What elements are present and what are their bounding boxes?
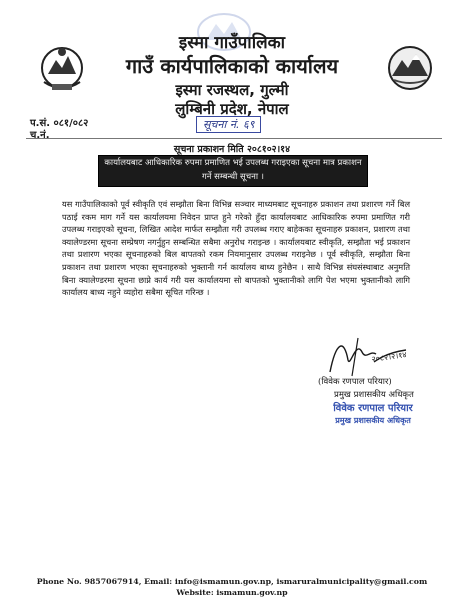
letter-number: प.सं. ०८१/०८२: [30, 118, 89, 129]
dispatch-number: च.नं.: [30, 130, 50, 141]
header-address: इस्मा रजस्थल, गुल्मी: [175, 81, 289, 99]
signatory-title: प्रमुख प्रशासकीय अधिकृत: [334, 390, 414, 400]
footer-website: Website: ismamun.gov.np: [176, 588, 288, 597]
notice-subject-text: कार्यालयबाट आधिकारिक रुपमा प्रमाणित भई उपलब्ध गराइएका सूचना मात्र प्रकाशन गर्ने सम्बन्धी सूचना ।: [104, 158, 362, 182]
svg-text:२०८२।२।१४: २०८२।२।१४: [371, 350, 408, 364]
header-divider: [26, 138, 442, 139]
notice-body: यस गाउँपालिकाको पूर्व स्वीकृति एवं सम्झौता बिना विभिन्न सञ्चार माध्यमबाट सूचनाहरु प्रकाशन तथा प्रशारण गर्ने बिल पठाई रकम माग गर्ने यस कार्यालयमा निवेदन प्राप्त हुने गरेको हुँदा कार्यालयबाट आधिकारिक रुपमा प्रमाणित गरी उपलब्ध गराइएको सूचना, लिखित आदेश मार्फत सम्झौता गरी उपलब्ध गराए बाहेकका सूचनाहरु प्रकाशन, प्रशारण तथा क्यालेण्डरमा सूचना सम्प्रेषण नगर्नुहुन सम्बन्धित सबैमा अनुरोध गराइन्छ । कार्यालयबाट स्वीकृति, सम्झौता भई प्रकाशन तथा प्रशारण भएका सूचनाहरुको बिल बापतको रकम नियमानुसार उपलब्ध गराइनेछ । पूर्व स्वीकृति, सम्झौता बिना प्रकाशन तथा प्रशारण भएका सूचनाहरुको भुक्तानी गर्न कार्यालय बाध्य हुनेछैन । साथै विभिन्न संघसंस्थाबाट अनुमति बिना क्यालेण्डरमा सूचना छाप्ने कार्य गरी यस कार्यालयमा सो बापतको भुक्तानीको लागि पेश भएमा भुक्तानीको लागि कार्यालय बाध्य नहुने व्यहोरा सबैमा सूचित गरिन्छ ।: [62, 199, 410, 298]
notice-publish-date-title: सूचना प्रकाशन मिति २०८१०२।१४: [173, 144, 291, 155]
header-office-name: गाउँ कार्यपालिकाको कार्यालय: [125, 54, 339, 78]
stamp-title: प्रमुख प्रशासकीय अधिकृत: [335, 416, 411, 425]
notice-number: [196, 116, 261, 133]
stamp-name: विवेक रणपाल परियार: [333, 403, 413, 414]
header-municipality-name: इस्मा गाउँपालिका: [178, 33, 286, 53]
notice-number-text: सूचना नं. ६९: [196, 116, 261, 133]
signatory-name: (विवेक रणपाल परियार): [318, 377, 392, 387]
footer-contact: Phone No. 9857067914, Email: info@ismamun.gov.np, ismaruralmunicipality@gmail.com: [36, 577, 428, 586]
notice-subject-box: [98, 155, 368, 187]
header-province: लुम्बिनी प्रदेश, नेपाल: [175, 100, 289, 118]
handwritten-signature: [322, 332, 412, 380]
official-stamp: [308, 402, 438, 426]
